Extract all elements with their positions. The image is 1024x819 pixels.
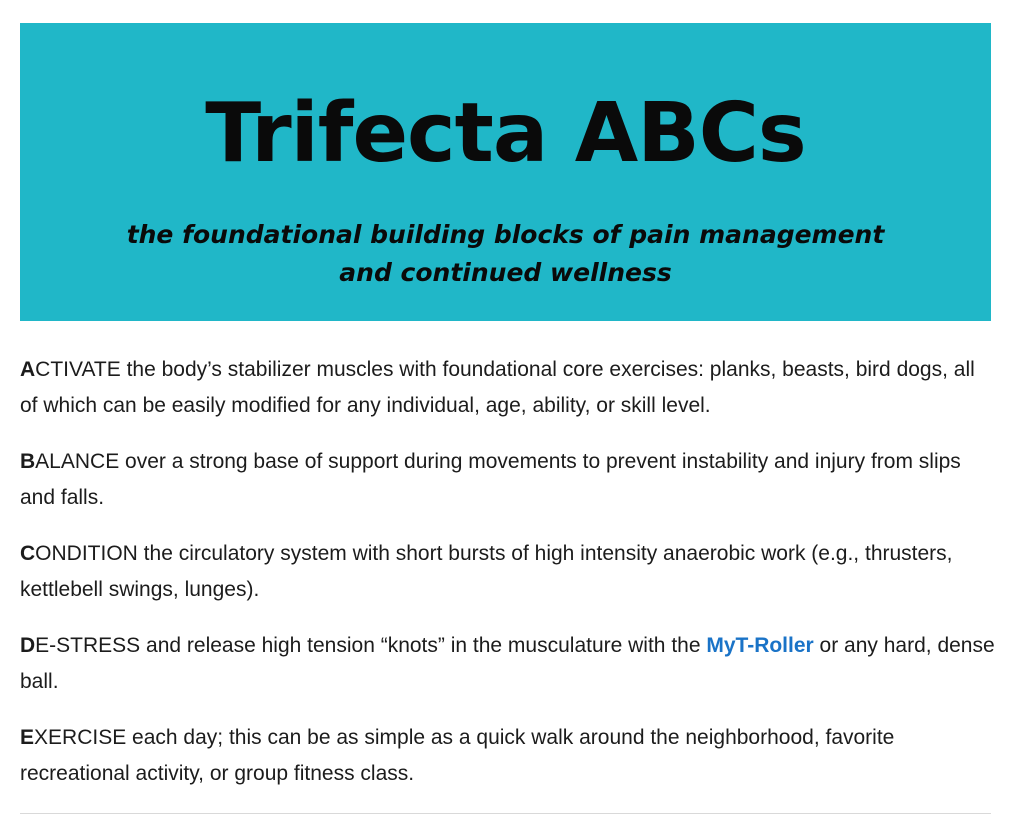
banner-subtitle <box>20 216 991 292</box>
list-item-balance <box>20 444 995 516</box>
abc-list <box>20 352 995 812</box>
list-item-activate <box>20 352 995 424</box>
item-description-after-link: or any hard, dense ball. <box>20 634 995 693</box>
item-initial-letter: B <box>20 450 36 473</box>
item-description: over a strong base of support during movements to prevent instability and injury from slips and falls. <box>20 450 961 509</box>
item-keyword: ALANCE <box>35 450 120 473</box>
list-item-condition <box>20 536 995 608</box>
item-initial-letter: C <box>20 542 36 565</box>
item-description: each day; this can be as simple as a quick walk around the neighborhood, favorite recreational activity, or group fitness class. <box>20 726 895 785</box>
banner-subtitle-line-1: the foundational building blocks of pain management <box>126 220 885 249</box>
header-banner <box>20 23 991 321</box>
item-initial-letter: A <box>20 358 36 381</box>
item-keyword: ONDITION <box>35 542 138 565</box>
myt-roller-link[interactable]: MyT-Roller <box>706 634 814 657</box>
item-keyword: XERCISE <box>34 726 127 749</box>
item-description: the circulatory system with short bursts of high intensity anaerobic work (e.g., thrusters, kettlebell swings, lunges). <box>20 542 953 601</box>
banner-title: Trifecta ABCs <box>205 86 806 181</box>
item-keyword: E-STRESS <box>35 634 141 657</box>
item-description-before-link: and release high tension “knots” in the musculature with the <box>140 634 707 657</box>
banner-subtitle-line-2: and continued wellness <box>339 258 672 287</box>
list-item-exercise <box>20 720 995 792</box>
bottom-divider <box>20 813 991 814</box>
item-keyword: CTIVATE <box>35 358 121 381</box>
list-item-de-stress <box>20 628 995 700</box>
item-initial-letter: E <box>20 726 35 749</box>
item-initial-letter: D <box>20 634 36 657</box>
item-description: the body’s stabilizer muscles with foundational core exercises: planks, beasts, bird dogs, all of which can be easily modified for any individual, age, ability, or skill level. <box>20 358 975 417</box>
